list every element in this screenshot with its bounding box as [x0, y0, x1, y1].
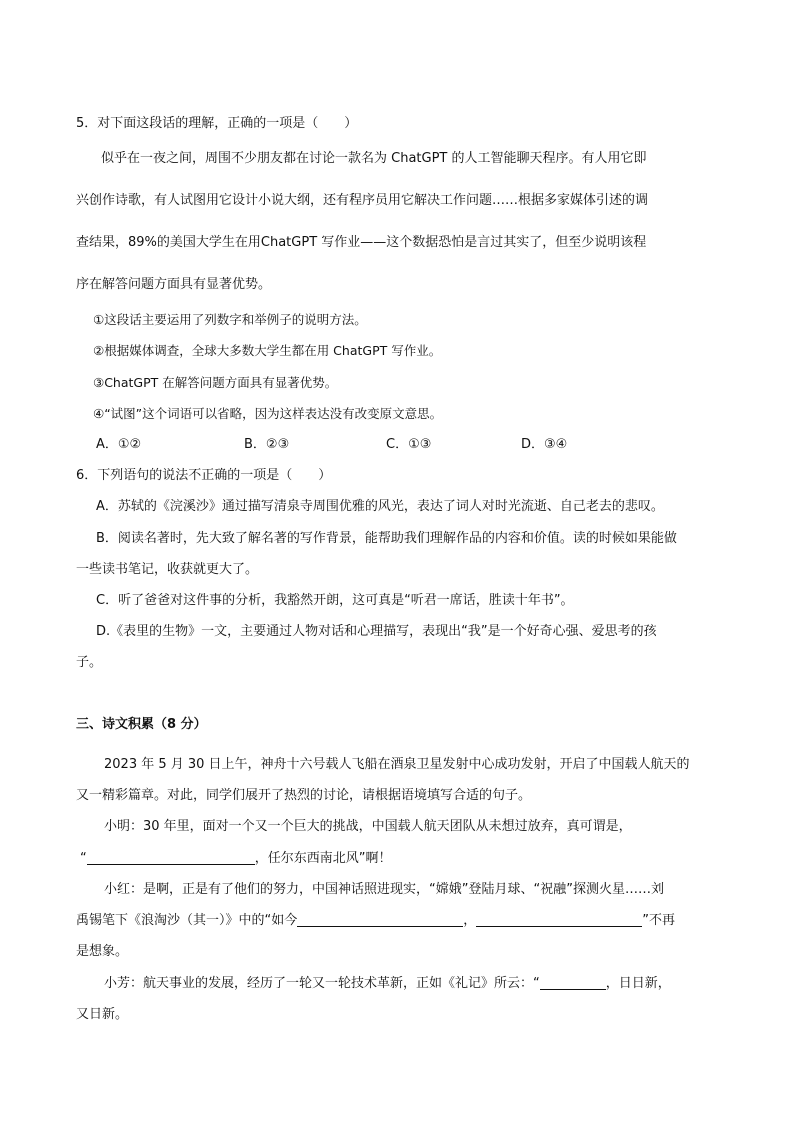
q6-stem: 6．下列语句的说法不正确的一项是（ ）: [76, 468, 332, 483]
q5-passage-line-2: 兴创作诗歌，有人试图用它设计小说大纲，还有程序员用它解决工作问题……根据多家媒体引述的调: [76, 193, 649, 208]
xiaohong-line-1: 小红：是啊，正是有了他们的努力，中国神话照进现实，“嫦娥”登陆月球、“祝融”探测火星……刘: [104, 882, 664, 897]
q5-passage-line-3: 查结果，89%的美国大学生在用ChatGPT 写作业——这个数据恐怕是言过其实了，但至少说明该程: [76, 235, 647, 250]
xiaohong-line-2-head: 禹锡笔下《浪淘沙（其一）》中的“如今: [76, 913, 298, 928]
xiaofang-line-2: 又日新。: [76, 1007, 129, 1022]
blank-1[interactable]: [87, 850, 255, 865]
q6-option-a: A．苏轼的《浣溪沙》通过描写清泉寺周围优雅的风光，表达了词人对时光流逝、自己老去的悲叹。: [96, 499, 664, 514]
xiaofang-line-1: [104, 975, 671, 993]
q5-option-c: C．①③: [386, 437, 432, 452]
q5-stem: 5．对下面这段话的理解，正确的一项是（ ）: [76, 116, 358, 131]
xiaoming-line-1: 小明：30 年里，面对一个又一个巨大的挑战，中国载人航天团队从未想过放弃，真可谓是，: [104, 819, 632, 834]
q5-passage-line-1: 似乎在一夜之间，周围不少朋友都在讨论一款名为 ChatGPT 的人工智能聊天程序。有人用它即: [101, 151, 647, 166]
q5-statement-1: ①这段话主要运用了列数字和举例子的说明方法。: [93, 312, 367, 327]
xiaohong-line-2-tail: ”不再: [642, 913, 676, 928]
q5-statement-2: ②根据媒体调查，全球大多数大学生都在用 ChatGPT 写作业。: [93, 343, 442, 358]
xiaohong-line-3: 是想象。: [76, 944, 129, 959]
q6-option-b-line-2: 一些读书笔记，收获就更大了。: [76, 562, 259, 577]
xiaoming-line-2: [80, 850, 392, 868]
section-3-intro-line-2: 又一精彩篇章。对此，同学们展开了热烈的讨论，请根据语境填写合适的句子。: [76, 788, 532, 803]
q6-option-b-line-1: B．阅读名著时，先大致了解名著的写作背景，能帮助我们理解作品的内容和价值。读的时候如果能做: [96, 531, 677, 546]
xiaohong-line-2: [76, 912, 675, 930]
blank-2[interactable]: [297, 912, 463, 927]
q6-option-c: C．听了爸爸对这件事的分析，我豁然开朗，这可真是“听君一席话，胜读十年书”。: [96, 593, 574, 608]
quote-open: “: [80, 851, 87, 866]
q6-option-d-line-1: D.《表里的生物》一文，主要通过人物对话和心理描写，表现出“我”是一个好奇心强、爱思考的孩: [96, 624, 657, 639]
q5-passage-line-4: 序在解答问题方面具有显著优势。: [76, 277, 272, 292]
q5-statement-3: ③ChatGPT 在解答问题方面具有显著优势。: [93, 375, 338, 390]
blank-4[interactable]: [540, 975, 606, 990]
xiaoming-line-2-tail: ，任尔东西南北风”啊！: [254, 851, 392, 866]
q6-option-d-line-2: 子。: [76, 655, 103, 670]
section-3-intro-line-1: 2023 年 5 月 30 日上午，神舟十六号载人飞船在酒泉卫星发射中心成功发射，开启了中国载人航天的: [104, 757, 690, 772]
q5-statement-4: ④“试图”这个词语可以省略，因为这样表达没有改变原文意思。: [93, 406, 443, 421]
xiaofang-line-1-tail: ，日日新，: [605, 976, 671, 991]
blank-3[interactable]: [476, 912, 642, 927]
q5-option-d: D．③④: [521, 437, 568, 452]
q5-option-a: A．①②: [96, 437, 142, 452]
comma: ，: [463, 913, 477, 928]
section-3-heading: 三、诗文积累（8 分）: [76, 717, 207, 732]
xiaofang-line-1-head: 小芳：航天事业的发展，经历了一轮又一轮技术革新，正如《礼记》所云：“: [104, 976, 540, 991]
q5-option-b: B．②③: [244, 437, 290, 452]
